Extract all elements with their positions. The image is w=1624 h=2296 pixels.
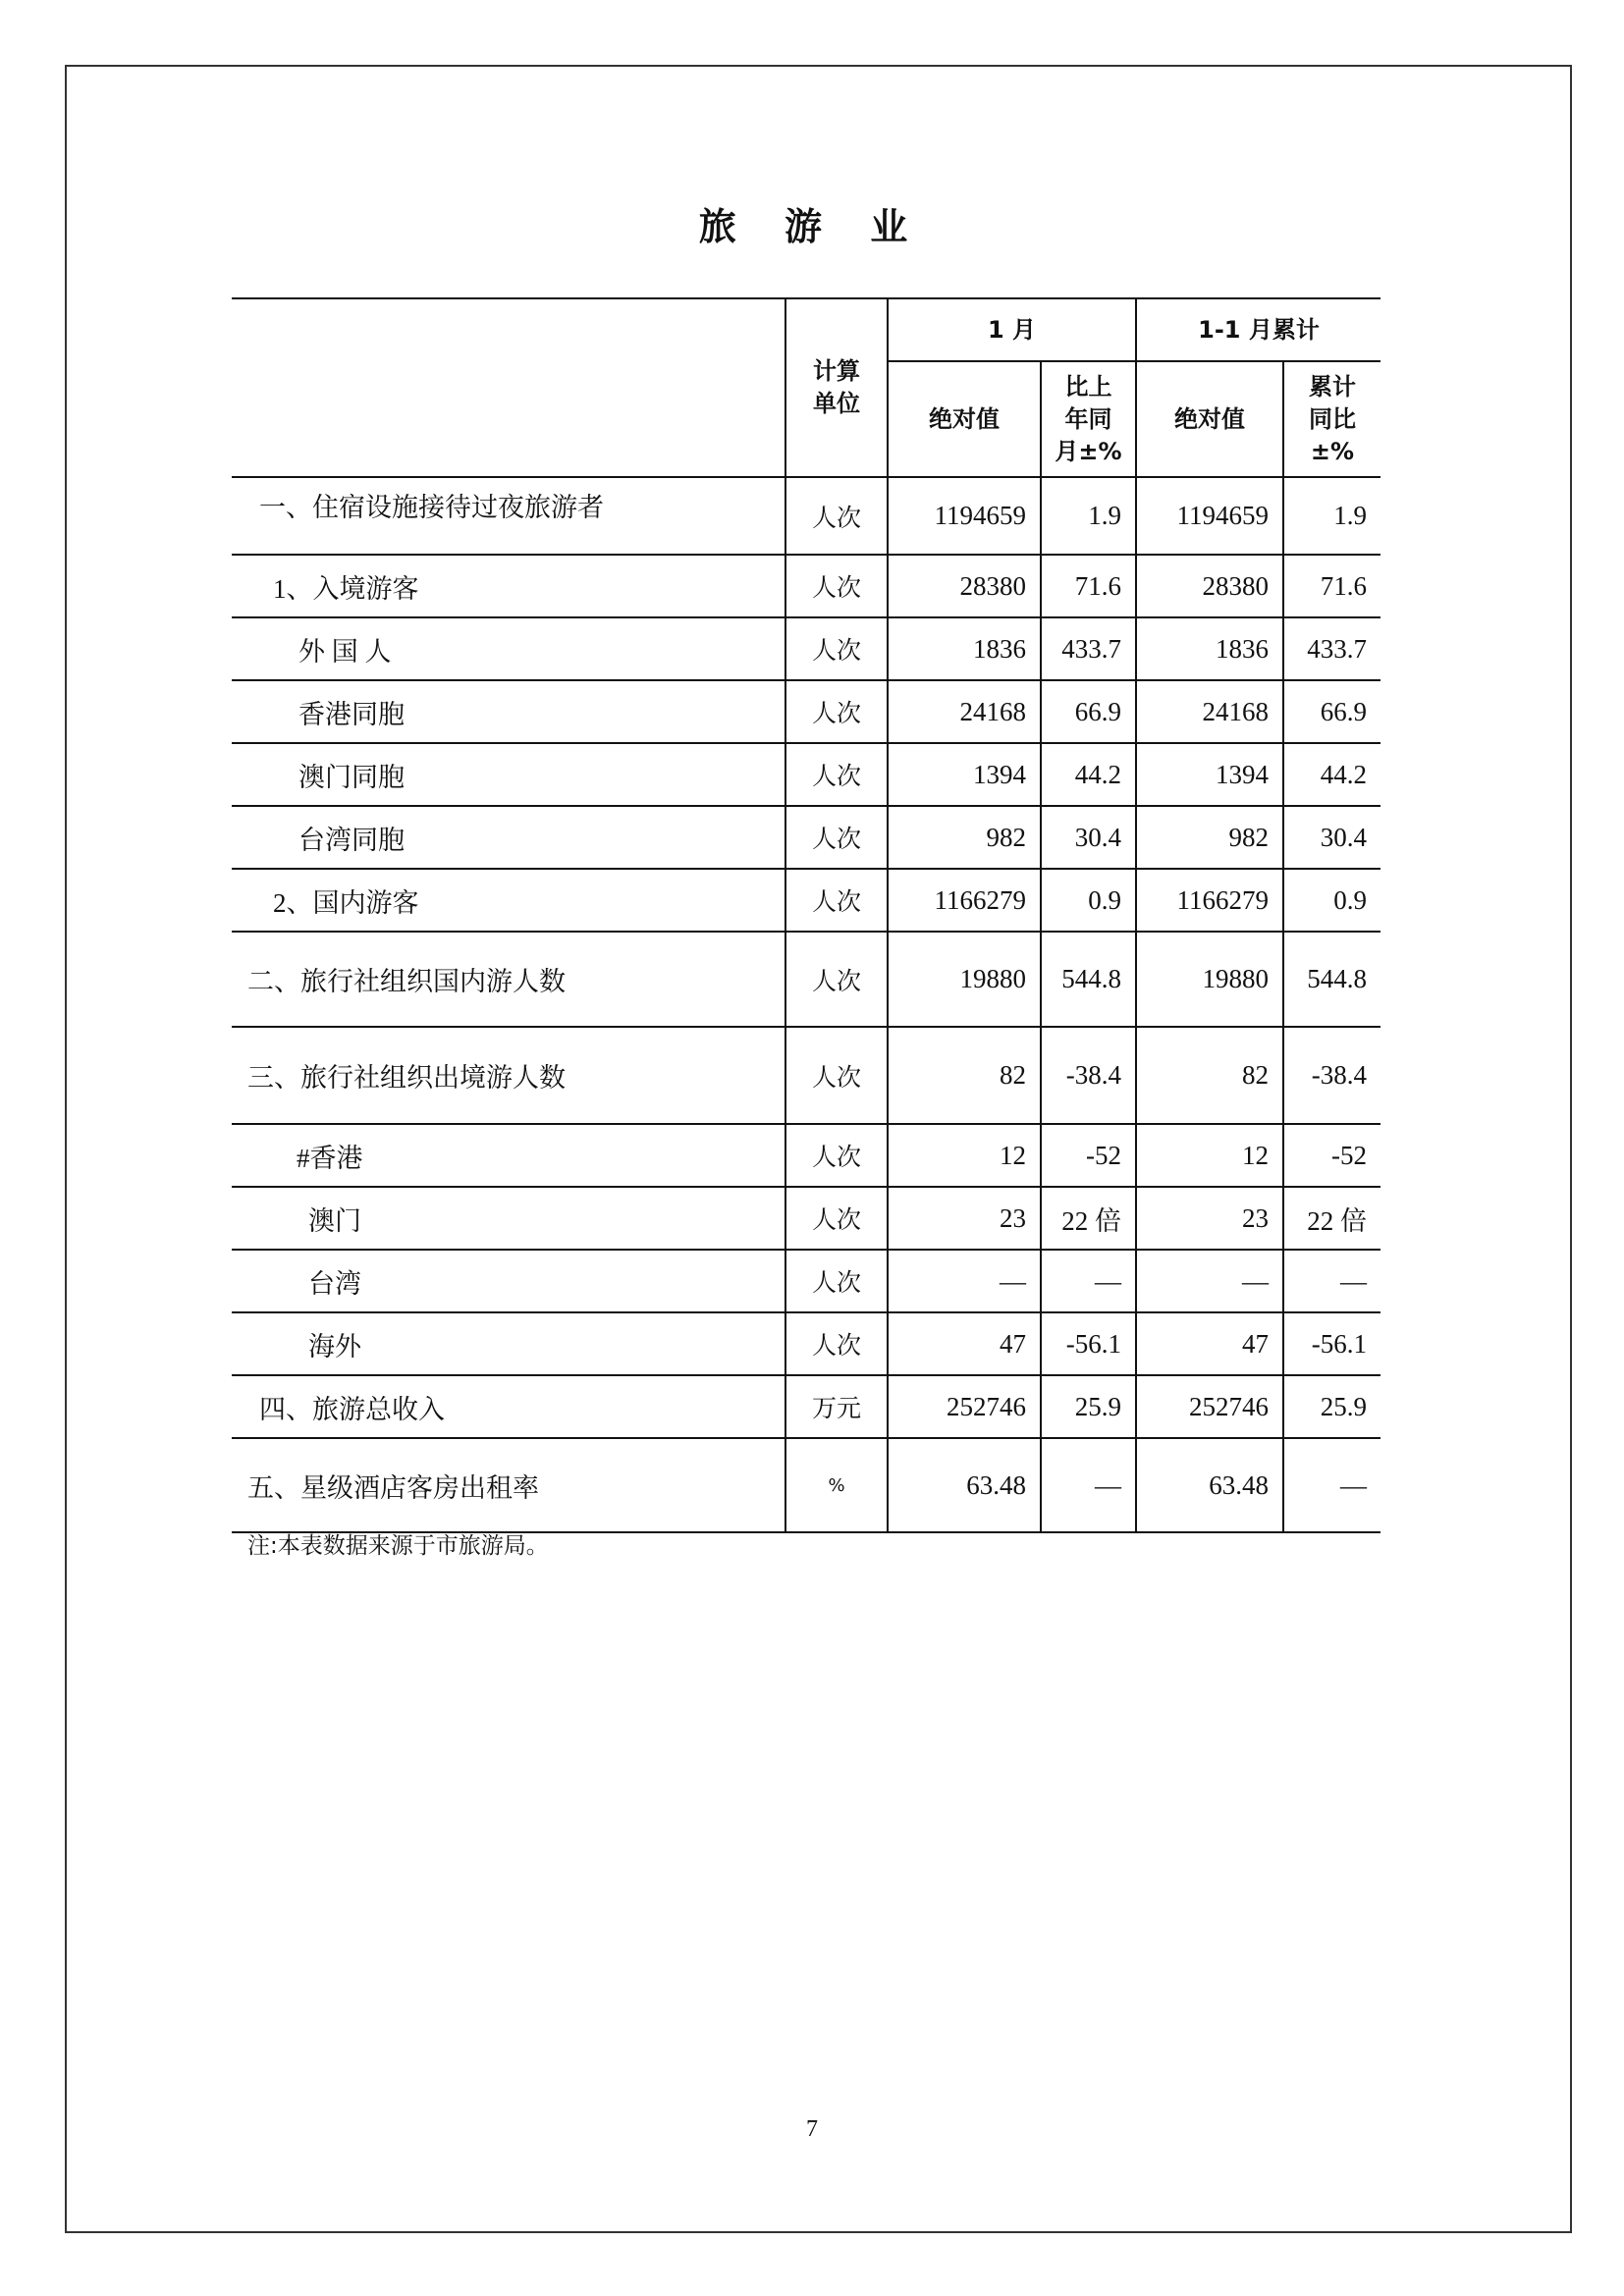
row-cum-yoy: 22 倍	[1283, 1187, 1380, 1250]
page-title: 旅 游 业	[698, 205, 926, 248]
table-row	[232, 555, 1380, 617]
row-month-abs: 47	[888, 1312, 1041, 1375]
row-month-yoy: -38.4	[1041, 1027, 1136, 1124]
row-label: 香港同胞	[232, 680, 785, 743]
table-row	[232, 1027, 1380, 1124]
row-label: 一、住宿设施接待过夜旅游者	[232, 477, 785, 555]
row-month-yoy: 1.9	[1041, 477, 1136, 555]
row-month-abs: 28380	[888, 555, 1041, 617]
row-cum-yoy: -56.1	[1283, 1312, 1380, 1375]
row-unit: 人次	[785, 1250, 888, 1312]
row-cum-abs: 63.48	[1136, 1438, 1283, 1532]
row-month-abs: 982	[888, 806, 1041, 869]
row-unit: 万元	[785, 1375, 888, 1438]
row-label: 海外	[232, 1312, 785, 1375]
table-row	[232, 869, 1380, 932]
row-unit: 人次	[785, 806, 888, 869]
row-month-yoy: 25.9	[1041, 1375, 1136, 1438]
row-month-yoy: 44.2	[1041, 743, 1136, 806]
header-unit-label: 计算 单位	[813, 357, 860, 417]
row-month-yoy: -56.1	[1041, 1312, 1136, 1375]
row-month-abs: 12	[888, 1124, 1041, 1187]
table-row	[232, 1438, 1380, 1532]
row-cum-yoy: -38.4	[1283, 1027, 1380, 1124]
table-row	[232, 806, 1380, 869]
row-unit: 人次	[785, 555, 888, 617]
row-unit: 人次	[785, 1124, 888, 1187]
row-month-yoy: 30.4	[1041, 806, 1136, 869]
row-label: 澳门	[232, 1187, 785, 1250]
row-month-abs: 24168	[888, 680, 1041, 743]
row-month-abs: 1394	[888, 743, 1041, 806]
source-note: 注:本表数据来源于市旅游局。	[247, 1533, 549, 1559]
row-cum-abs: 28380	[1136, 555, 1283, 617]
row-cum-abs: 24168	[1136, 680, 1283, 743]
header-month-yoy-label: 比上 年同 月±%	[1055, 372, 1122, 465]
row-cum-yoy: 1.9	[1283, 477, 1380, 555]
row-label: 1、入境游客	[232, 555, 785, 617]
header-month-yoy	[1041, 361, 1136, 477]
row-unit: 人次	[785, 617, 888, 680]
row-month-abs: 252746	[888, 1375, 1041, 1438]
row-month-yoy: —	[1041, 1438, 1136, 1532]
row-cum-yoy: —	[1283, 1250, 1380, 1312]
row-cum-abs: 19880	[1136, 932, 1283, 1027]
row-cum-abs: 12	[1136, 1124, 1283, 1187]
row-cum-abs: —	[1136, 1250, 1283, 1312]
page-number: 7	[806, 2116, 818, 2142]
row-label: 五、星级酒店客房出租率	[232, 1438, 785, 1532]
row-label: 台湾同胞	[232, 806, 785, 869]
row-cum-abs: 1394	[1136, 743, 1283, 806]
row-month-abs: 1166279	[888, 869, 1041, 932]
table-row	[232, 1250, 1380, 1312]
row-cum-abs: 47	[1136, 1312, 1283, 1375]
row-month-yoy: 22 倍	[1041, 1187, 1136, 1250]
row-cum-yoy: 25.9	[1283, 1375, 1380, 1438]
header-cum-abs: 绝对值	[1136, 361, 1283, 477]
tourism-table	[232, 297, 1380, 1533]
row-unit: %	[785, 1438, 888, 1532]
row-label: 四、旅游总收入	[232, 1375, 785, 1438]
row-month-abs: 1836	[888, 617, 1041, 680]
row-month-abs: —	[888, 1250, 1041, 1312]
header-month-group: 1 月	[888, 298, 1136, 361]
row-label: 台湾	[232, 1250, 785, 1312]
table-row	[232, 617, 1380, 680]
row-month-yoy: 544.8	[1041, 932, 1136, 1027]
row-label: 三、旅行社组织出境游人数	[232, 1027, 785, 1124]
table-row	[232, 1187, 1380, 1250]
table-row	[232, 1312, 1380, 1375]
row-unit: 人次	[785, 1312, 888, 1375]
table-row	[232, 477, 1380, 555]
row-month-abs: 82	[888, 1027, 1041, 1124]
row-month-yoy: 433.7	[1041, 617, 1136, 680]
row-cum-yoy: 0.9	[1283, 869, 1380, 932]
header-cumulative-group: 1-1 月累计	[1136, 298, 1380, 361]
row-month-yoy: 66.9	[1041, 680, 1136, 743]
row-cum-yoy: 44.2	[1283, 743, 1380, 806]
row-month-abs: 63.48	[888, 1438, 1041, 1532]
row-unit: 人次	[785, 932, 888, 1027]
row-month-yoy: -52	[1041, 1124, 1136, 1187]
row-cum-yoy: 544.8	[1283, 932, 1380, 1027]
row-unit: 人次	[785, 869, 888, 932]
row-unit: 人次	[785, 1027, 888, 1124]
row-month-yoy: 71.6	[1041, 555, 1136, 617]
header-cum-yoy-label: 累计 同比 ±%	[1309, 372, 1356, 465]
table-header	[232, 298, 1380, 477]
table-row	[232, 1375, 1380, 1438]
row-cum-abs: 252746	[1136, 1375, 1283, 1438]
row-month-abs: 23	[888, 1187, 1041, 1250]
header-unit	[785, 298, 888, 477]
row-cum-abs: 82	[1136, 1027, 1283, 1124]
row-month-yoy: —	[1041, 1250, 1136, 1312]
row-month-yoy: 0.9	[1041, 869, 1136, 932]
row-cum-yoy: 71.6	[1283, 555, 1380, 617]
row-cum-yoy: 66.9	[1283, 680, 1380, 743]
row-month-abs: 19880	[888, 932, 1041, 1027]
row-unit: 人次	[785, 477, 888, 555]
table-row	[232, 1124, 1380, 1187]
row-cum-abs: 1836	[1136, 617, 1283, 680]
row-month-abs: 1194659	[888, 477, 1041, 555]
header-blank-cell	[232, 298, 785, 477]
row-cum-yoy: —	[1283, 1438, 1380, 1532]
row-label: 外 国 人	[232, 617, 785, 680]
row-label: #香港	[232, 1124, 785, 1187]
row-cum-yoy: -52	[1283, 1124, 1380, 1187]
row-unit: 人次	[785, 1187, 888, 1250]
row-cum-abs: 982	[1136, 806, 1283, 869]
row-cum-abs: 23	[1136, 1187, 1283, 1250]
row-unit: 人次	[785, 743, 888, 806]
header-month-abs: 绝对值	[888, 361, 1041, 477]
row-unit: 人次	[785, 680, 888, 743]
row-label: 二、旅行社组织国内游人数	[232, 932, 785, 1027]
table-row	[232, 743, 1380, 806]
row-label: 2、国内游客	[232, 869, 785, 932]
table-row	[232, 680, 1380, 743]
row-label: 澳门同胞	[232, 743, 785, 806]
row-cum-abs: 1166279	[1136, 869, 1283, 932]
row-cum-abs: 1194659	[1136, 477, 1283, 555]
row-cum-yoy: 30.4	[1283, 806, 1380, 869]
table-row	[232, 932, 1380, 1027]
row-cum-yoy: 433.7	[1283, 617, 1380, 680]
header-cum-yoy	[1283, 361, 1380, 477]
